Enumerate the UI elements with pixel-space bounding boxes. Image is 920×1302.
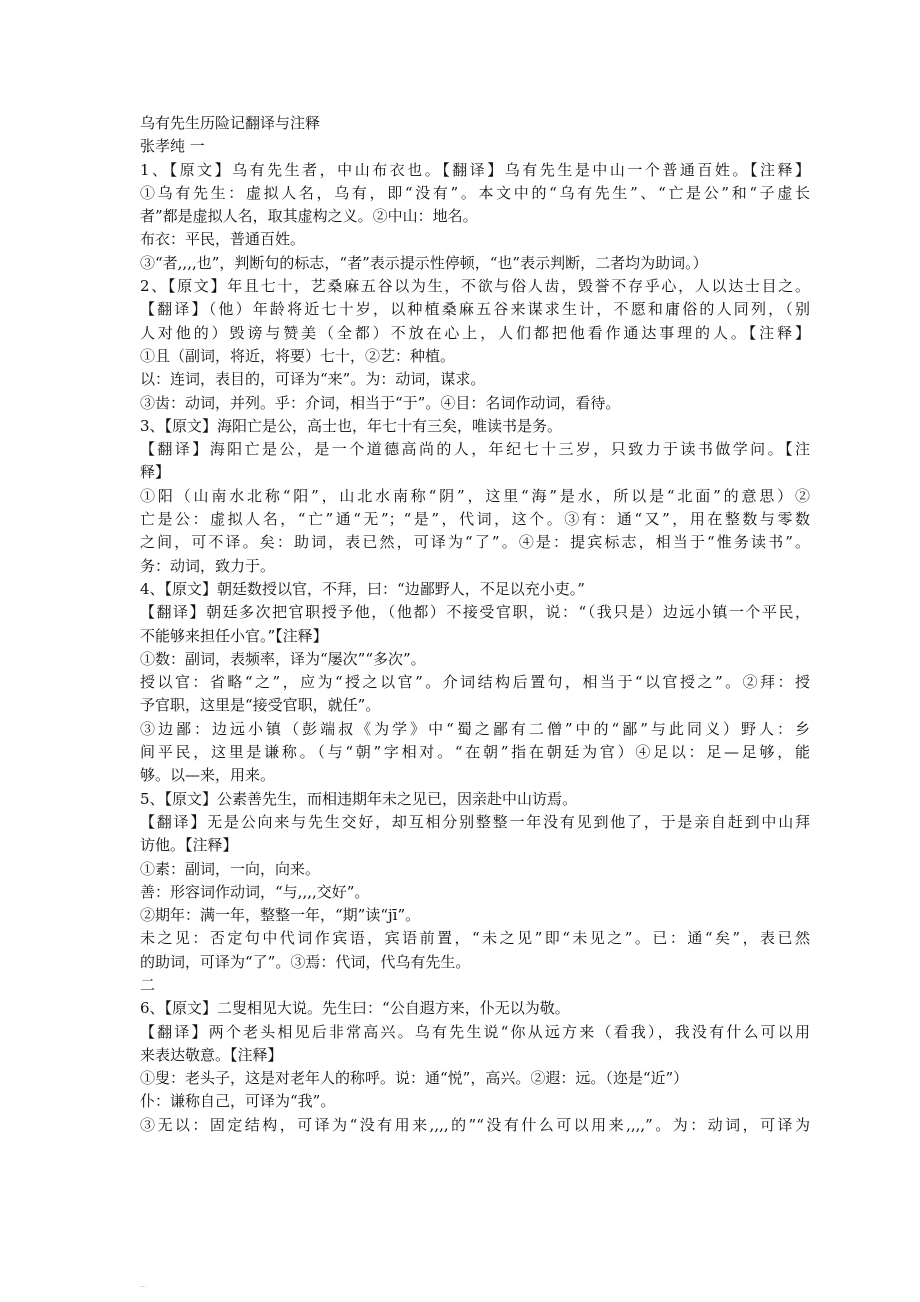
text-line: 2、【原文】年且七十，艺桑麻五谷以为生，不欲与俗人齿，毁誉不存乎心，人以达士目之。 [140,277,810,296]
text-line: 的助词，可译为“了”。③焉：代词，代乌有先生。 [140,952,471,971]
text-line: 二 [140,975,156,994]
text-line: ①叟：老头子，这是对老年人的称呼。说：通“悦”，高兴。②遐：远。（迩是“近”） [140,1069,689,1088]
text-line: 【翻译】海阳亡是公，是一个道德高尚的人，年纪七十三岁，只致力于读书做学问。【注 [140,440,810,459]
text-line: 够。以—来，用来。 [140,766,276,785]
text-line: 访他。【注释】 [140,836,238,855]
text-line: 【翻译】两个老头相见后非常高兴。乌有先生说“你从远方来（看我），我没有什么可以用 [140,1022,810,1041]
text-line: 3、【原文】海阳亡是公，高士也，年七十有三矣，唯读书是务。 [140,416,563,435]
text-line: ③边鄙：边远小镇（彭端叔《为学》中“蜀之鄙有二僧”中的“鄙”与此同义）野人：乡 [140,719,810,738]
author-line: 张孝纯 一 [140,137,205,156]
text-line: 来表达敬意。【注释】 [140,1045,283,1064]
text-line: ③齿：动词，并列。乎：介词，相当于“于”。④目：名词作动词，看待。 [140,393,621,412]
text-line: ③“者,,,,也”，判断句的标志，“者”表示提示性停顿，“也”表示判断，二者均为助词。） [140,253,708,272]
text-line: ②期年：满一年，整整一年，“期”读“jī”。 [140,906,421,925]
text-line: 之间，可不译。矣：助词，表已然，可译为“了”。④是：提宾标志，相当于“惟务读书”。 [140,533,810,552]
text-line: 以：连词，表目的，可译为“来”。为：动词，谋求。 [140,370,486,389]
text-line: 予官职，这里是“接受官职，就任”。 [140,696,381,715]
text-line: ③无以：固定结构，可译为“没有用来,,,,的”“没有什么可以用来,,,,”。为：动词，可译为 [140,1115,810,1134]
text-line: 4、【原文】朝廷数授以官，不拜，曰：“边鄙野人，不足以充小吏。” [140,579,585,598]
text-line: 间平民，这里是谦称。（与“朝”字相对。“在朝”指在朝廷为官）④足以：足—足够，能 [140,743,810,762]
text-line: 务：动词，致力于。 [140,556,276,575]
text-line: 6、【原文】二叟相见大说。先生曰：“公自遐方来，仆无以为敬。 [140,999,570,1018]
text-line: ①素：副词，一向，向来。 [140,859,321,878]
document-body [140,112,810,1137]
text-line: 5、【原文】公素善先生，而相违期年未之见已，因亲赴中山访焉。 [140,789,578,808]
text-line: 【翻译】无是公向来与先生交好，却互相分别整整一年没有见到他了，于是亲自赶到中山拜 [140,812,810,831]
text-line: 仆：谦称自己，可译为“我”。 [140,1092,336,1111]
document-title: 乌有先生历险记翻译与注释 [140,114,321,132]
text-line: 【翻译】（他）年龄将近七十岁，以种植桑麻五谷来谋求生计，不愿和庸俗的人同列，（别 [140,300,810,319]
text-line: ①且（副词，将近，将要）七十，②艺：种植。 [140,346,456,365]
text-line: 未之见：否定句中代词作宾语，宾语前置，“未之见”即“未见之”。已：通“矣”，表已然 [140,929,810,948]
text-line: 不能够来担任小官。”【注释】 [140,626,328,645]
text-line: 人对他的）毁谤与赞美（全都）不放在心上，人们都把他看作通达事理的人。【注释】 [140,323,810,342]
text-line: 释】 [140,463,171,482]
text-line: 布衣：平民，普通百姓。 [140,230,306,249]
text-line: 善：形容词作动词，“与,,,,交好”。 [140,882,370,901]
text-line: 者”都是虚拟人名，取其虚构之义。②中山：地名。 [140,207,478,226]
text-line: 1、【原文】乌有先生者，中山布衣也。【翻译】乌有先生是中山一个普通百姓。【注释】 [140,160,810,179]
page-footer-mark [140,1283,146,1287]
text-line: 亡是公：虚拟人名，“亡”通“无”；“是”，代词，这个。③有：通“又”，用在整数与零数 [140,510,810,529]
text-line: 授以官：省略“之”，应为“授之以官”。介词结构后置句，相当于“以官授之”。②拜：授 [140,673,810,692]
text-line: ①数：副词，表频率，译为“屡次”“多次”。 [140,649,426,668]
text-line: 【翻译】朝廷多次把官职授予他，（他都）不接受官职，说：“（我只是）边远小镇一个平民， [140,603,810,622]
text-line: ①乌有先生：虚拟人名，乌有，即“没有”。本文中的“乌有先生”、“亡是公”和“子虚长 [140,183,810,202]
text-line: ①阳（山南水北称“阳”，山北水南称“阴”，这里“海”是水，所以是“北面”的意思）② [140,486,810,505]
